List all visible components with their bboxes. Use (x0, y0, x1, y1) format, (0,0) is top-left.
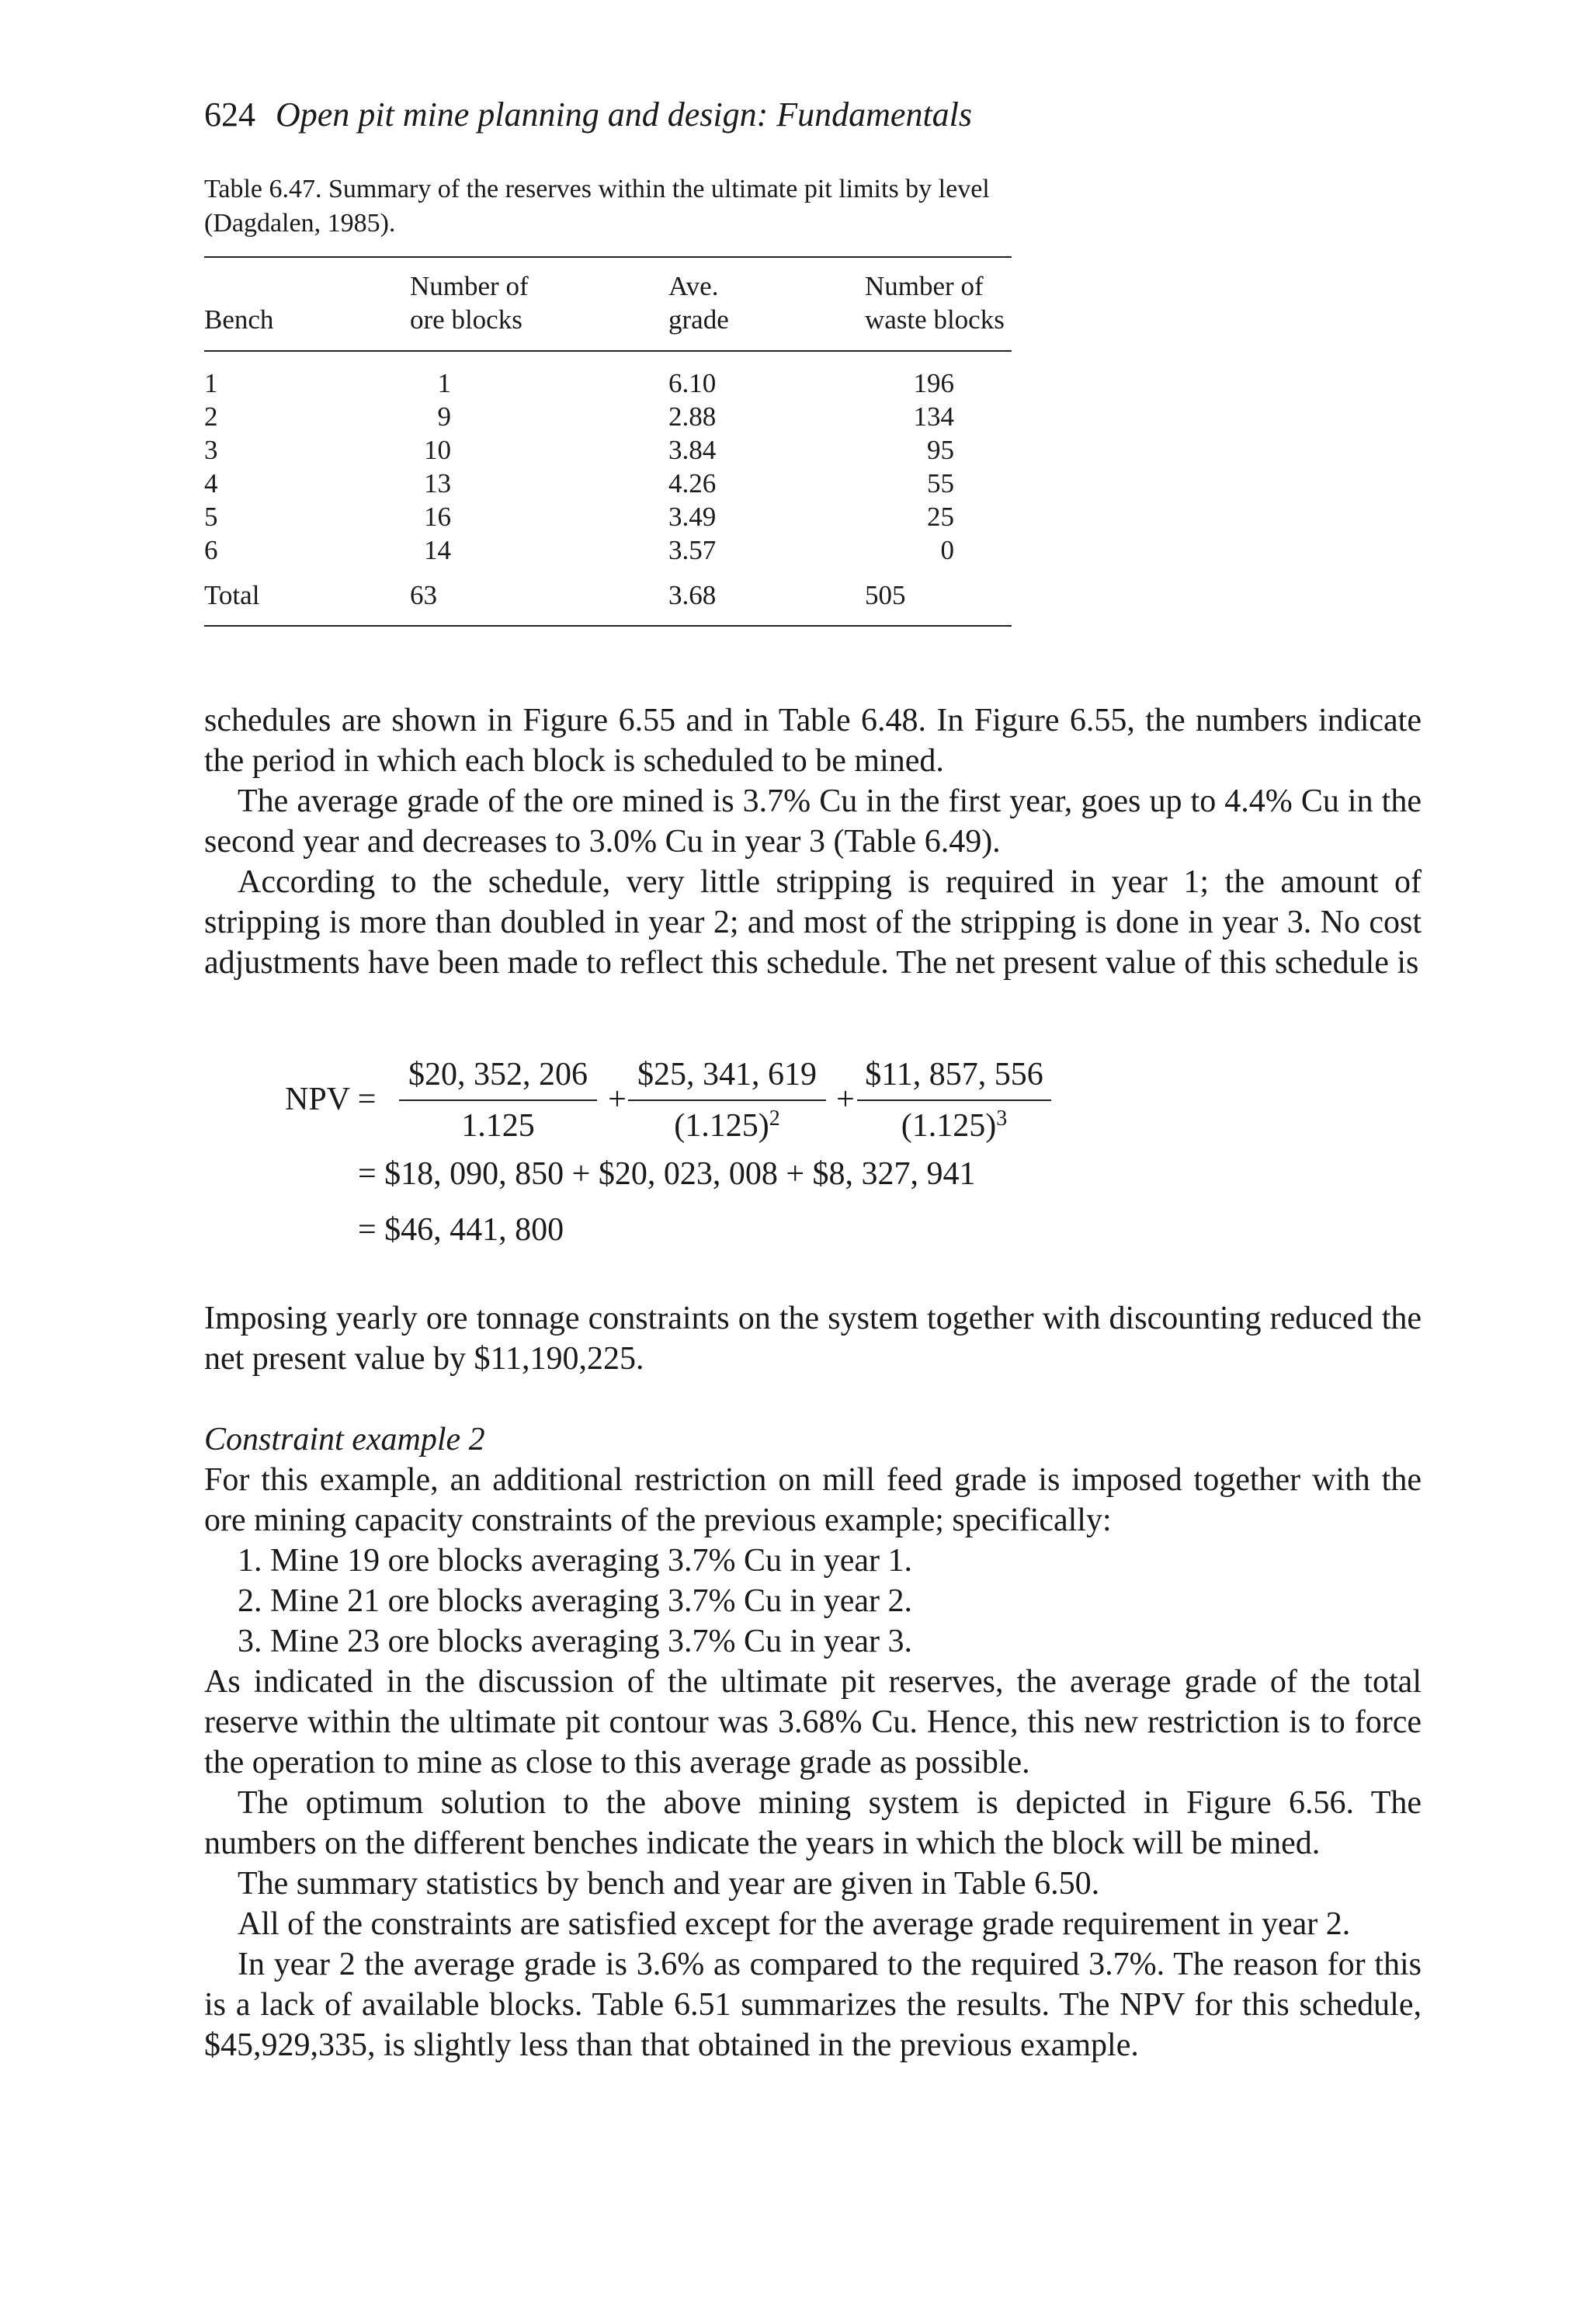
table-body (204, 366, 1012, 567)
eq-line3: = $46, 441, 800 (358, 1212, 564, 1248)
table-row (204, 467, 1012, 500)
cell-bench: 2 (204, 401, 218, 432)
cell-grade: 3.57 (668, 535, 717, 565)
paragraph: As indicated in the discussion of the ultimate pit reserves, the average grade of the total reserve within the ultimate pit contour was 3.68% Cu. Hence, this new restriction is to force the operation to mine as close to this average grade as possible. (204, 1664, 1422, 1780)
eq-plus: + (608, 1082, 627, 1117)
table-top-rule (204, 256, 1012, 258)
table-header-rule (204, 350, 1012, 352)
table-row (204, 400, 1012, 433)
list-item: 3. Mine 23 ore blocks averaging 3.7% Cu in year 3. (238, 1624, 912, 1659)
eq-num3: $11, 857, 556 (865, 1057, 1043, 1093)
eq-den3: $(1.125)^3$ (901, 1106, 1008, 1144)
paragraph: The summary statistics by bench and year are given in Table 6.50. (238, 1866, 1100, 1902)
eq-fraction-bar (857, 1099, 1051, 1101)
cell-total-ore: 63 (410, 580, 437, 610)
cell-bench: 4 (204, 468, 218, 498)
list-item: 1. Mine 19 ore blocks averaging 3.7% Cu in year 1. (238, 1543, 912, 1579)
section-heading: Constraint example 2 (204, 1422, 485, 1457)
cell-waste: 55 (927, 468, 954, 498)
paragraph: Imposing yearly ore tonnage constraints on the system together with discounting reduced the net present value by $11,190,225. (204, 1301, 1422, 1377)
cell-waste: 134 (913, 401, 954, 432)
cell-total-waste: 505 (865, 580, 906, 610)
page-number: 624 (204, 96, 255, 134)
eq-den2: $(1.125)^2$ (674, 1106, 780, 1144)
cell-bench: 5 (204, 502, 218, 532)
cell-ore: 14 (424, 535, 451, 565)
eq-line2: = $18, 090, 850 + $20, 023, 008 + $8, 327, 941 (358, 1156, 976, 1192)
table-total-row (204, 578, 1012, 612)
cell-grade: 4.26 (668, 468, 717, 498)
eq-plus: + (836, 1082, 855, 1117)
col-grade-line2: grade (668, 304, 729, 335)
col-ore-line1: Number of (410, 271, 529, 301)
cell-grade: 3.49 (668, 502, 717, 532)
eq-den1: 1.125 (461, 1108, 535, 1144)
table-caption: Table 6.47. Summary of the reserves within the ultimate pit limits by level (Dagdalen, 1985). (204, 175, 990, 238)
cell-waste: 196 (913, 368, 954, 398)
cell-waste: 0 (940, 535, 954, 565)
paragraph: schedules are shown in Figure 6.55 and in Table 6.48. In Figure 6.55, the numbers indicate the period in which each block is scheduled to be mined. (204, 703, 1422, 779)
paragraph: The average grade of the ore mined is 3.7% Cu in the first year, goes up to 4.4% Cu in the second year and decreases to 3.0% Cu in year 3 (Table 6.49). (204, 783, 1422, 860)
cell-ore: 1 (437, 368, 451, 398)
eq-lhs: NPV = (285, 1082, 377, 1117)
paragraph: All of the constraints are satisfied except for the average grade requirement in year 2. (238, 1906, 1351, 1942)
cell-grade: 6.10 (668, 368, 717, 398)
eq-num1: $20, 352, 206 (408, 1057, 588, 1093)
paragraph: In year 2 the average grade is 3.6% as compared to the required 3.7%. The reason for this is a lack of available blocks. Table 6.51 summarizes the results. The NPV for this schedule, $45,929,335, is slightly less than that obtained in the previous example. (204, 1947, 1422, 2063)
cell-waste: 95 (927, 435, 954, 465)
npv-equation (204, 1048, 1422, 1281)
paragraph: For this example, an additional restriction on mill feed grade is imposed together with the ore mining capacity constraints of the previous example; specifically: (204, 1462, 1422, 1538)
cell-total-label: Total (204, 580, 260, 610)
paragraph: The optimum solution to the above mining system is depicted in Figure 6.56. The numbers on the different benches indicate the years in which the block will be mined. (204, 1785, 1422, 1861)
cell-grade: 3.84 (668, 435, 717, 465)
col-bench-header: Bench (204, 304, 274, 335)
cell-ore: 10 (424, 435, 451, 465)
body-text-lower (204, 1298, 1422, 2065)
cell-waste: 25 (927, 502, 954, 532)
table-row (204, 533, 1012, 567)
table-header (204, 269, 1012, 336)
cell-ore: 13 (424, 468, 451, 498)
cell-ore: 9 (437, 401, 451, 432)
cell-ore: 16 (424, 502, 451, 532)
table-row (204, 433, 1012, 467)
list-item: 2. Mine 21 ore blocks averaging 3.7% Cu in year 2. (238, 1583, 912, 1619)
col-grade-line1: Ave. (668, 271, 719, 301)
eq-fraction-bar (628, 1099, 826, 1101)
table-row (204, 366, 1012, 400)
body-text-upper (204, 700, 1422, 983)
cell-bench: 6 (204, 535, 218, 565)
cell-bench: 3 (204, 435, 218, 465)
table-bottom-rule (204, 625, 1012, 627)
col-waste-line1: Number of (865, 271, 984, 301)
col-waste-line2: waste blocks (865, 304, 1005, 335)
running-title: Open pit mine planning and design: Fundamentals (276, 96, 973, 134)
eq-num2: $25, 341, 619 (637, 1057, 817, 1093)
col-ore-line2: ore blocks (410, 304, 522, 335)
cell-grade: 2.88 (668, 401, 717, 432)
paragraph: According to the schedule, very little stripping is required in year 1; the amount of stripping is more than doubled in year 2; and most of the stripping is done in year 3. No cost adjustments have been made to reflect this schedule. The net present value of this schedule is (204, 864, 1422, 981)
eq-fraction-bar (399, 1099, 597, 1101)
running-header (204, 92, 972, 138)
table-row (204, 500, 1012, 533)
cell-bench: 1 (204, 368, 218, 398)
cell-total-grade: 3.68 (668, 580, 717, 610)
